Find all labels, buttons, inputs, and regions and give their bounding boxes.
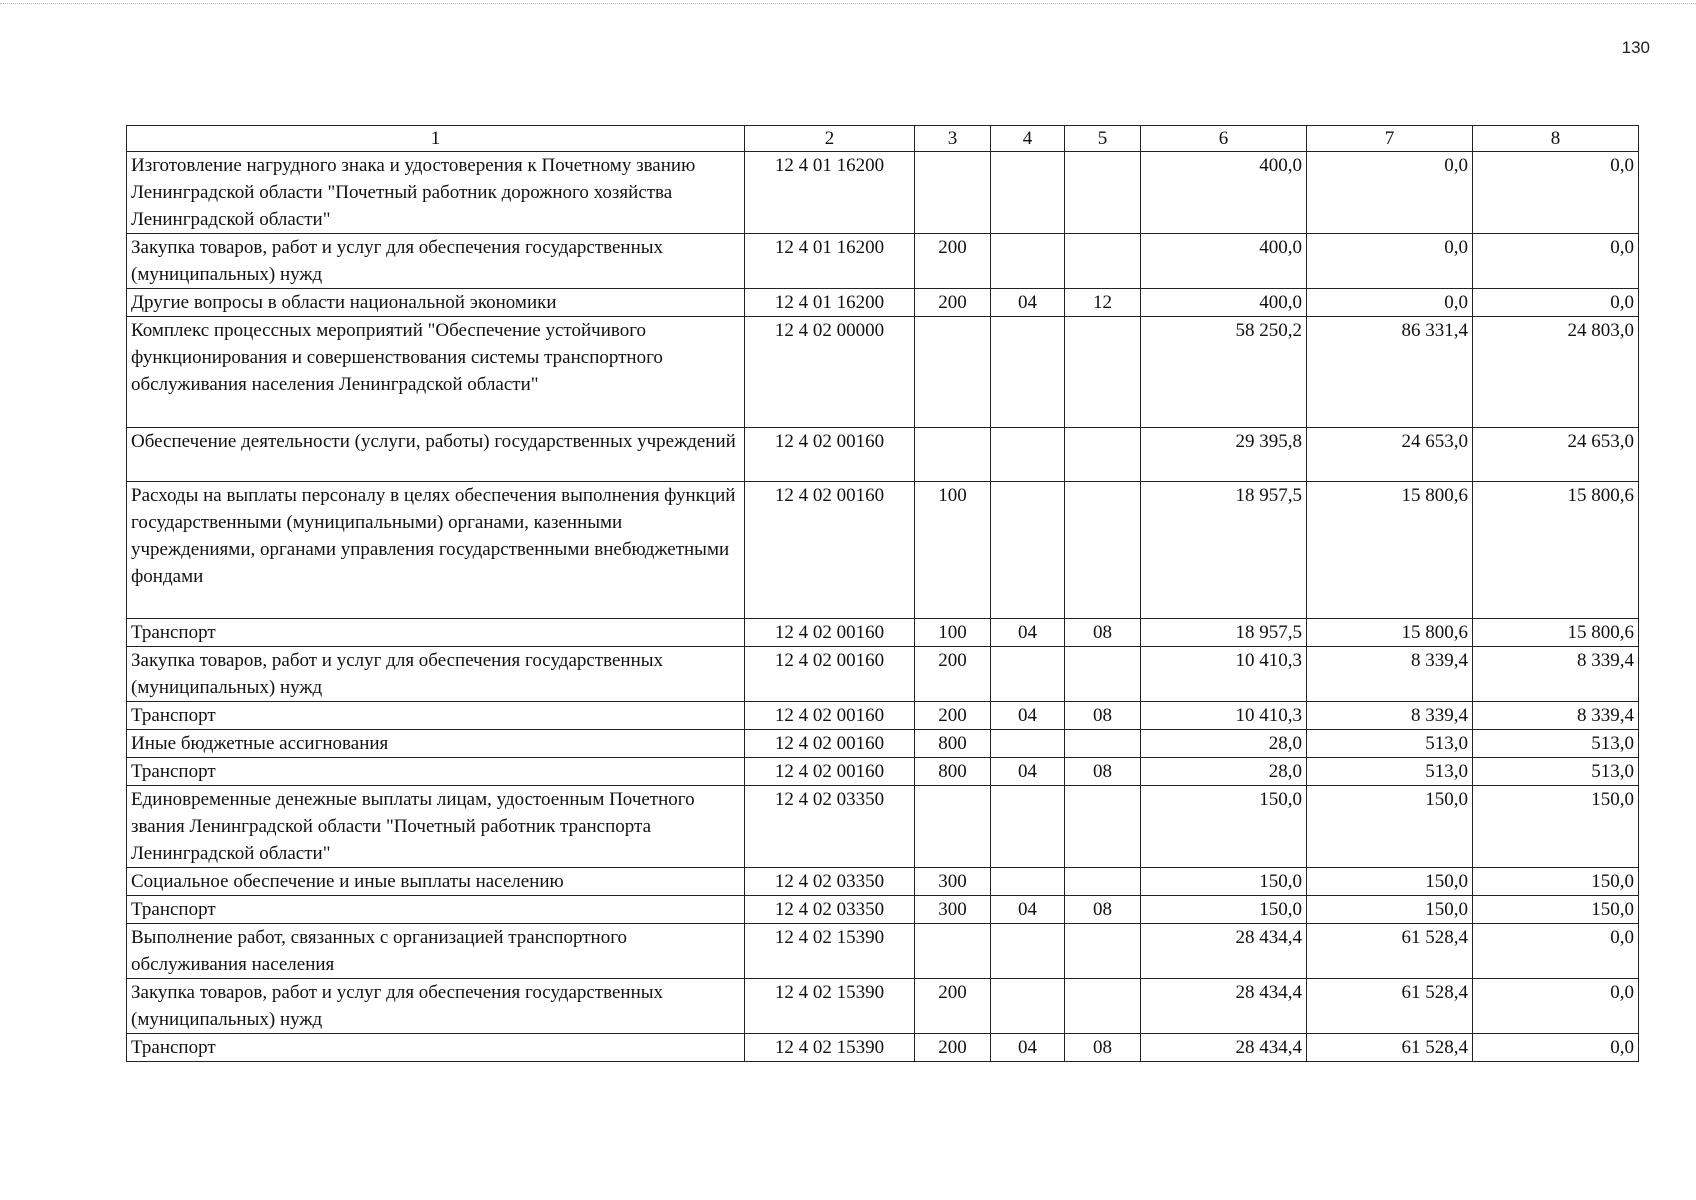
table-row (127, 730, 1639, 758)
row-c3: 800 (915, 730, 991, 758)
row-name: Единовременные денежные выплаты лицам, удостоенным Почетного звания Ленинградской области "Почетный работник транспорта Ленинградской области" (127, 786, 745, 868)
row-c8: 150,0 (1473, 786, 1639, 868)
row-c3 (915, 317, 991, 428)
row-c5: 08 (1065, 1034, 1141, 1062)
row-c5: 12 (1065, 289, 1141, 317)
table-row (127, 234, 1639, 289)
row-c7: 513,0 (1307, 758, 1473, 786)
row-name: Закупка товаров, работ и услуг для обеспечения государственных (муниципальных) нужд (127, 979, 745, 1034)
row-code: 12 4 01 16200 (745, 234, 915, 289)
table-row (127, 619, 1639, 647)
row-c4 (991, 482, 1065, 619)
row-name: Социальное обеспечение и иные выплаты населению (127, 868, 745, 896)
header-cell-1: 1 (127, 126, 745, 152)
table-row (127, 317, 1639, 428)
row-c3: 200 (915, 1034, 991, 1062)
row-c3: 800 (915, 758, 991, 786)
row-c8: 24 653,0 (1473, 428, 1639, 482)
row-c8: 150,0 (1473, 896, 1639, 924)
row-c4: 04 (991, 702, 1065, 730)
row-name: Транспорт (127, 896, 745, 924)
row-c7: 15 800,6 (1307, 482, 1473, 619)
row-c4 (991, 924, 1065, 979)
row-c8: 8 339,4 (1473, 647, 1639, 702)
row-c3: 200 (915, 647, 991, 702)
row-c3: 100 (915, 619, 991, 647)
row-code: 12 4 02 00160 (745, 647, 915, 702)
row-c6: 28 434,4 (1141, 1034, 1307, 1062)
row-code: 12 4 02 03350 (745, 786, 915, 868)
row-c6: 400,0 (1141, 152, 1307, 234)
row-c7: 8 339,4 (1307, 647, 1473, 702)
row-c7: 150,0 (1307, 896, 1473, 924)
row-name: Транспорт (127, 758, 745, 786)
row-code: 12 4 01 16200 (745, 152, 915, 234)
row-code: 12 4 02 00160 (745, 482, 915, 619)
row-c5 (1065, 482, 1141, 619)
row-c3 (915, 152, 991, 234)
row-c4 (991, 234, 1065, 289)
row-name: Обеспечение деятельности (услуги, работы) государственных учреждений (127, 428, 745, 482)
row-c4 (991, 786, 1065, 868)
row-c6: 150,0 (1141, 896, 1307, 924)
table-row (127, 289, 1639, 317)
header-cell-5: 5 (1065, 126, 1141, 152)
row-c3: 300 (915, 896, 991, 924)
row-c6: 10 410,3 (1141, 702, 1307, 730)
row-c7: 150,0 (1307, 786, 1473, 868)
row-c5 (1065, 152, 1141, 234)
row-c4: 04 (991, 289, 1065, 317)
row-name: Расходы на выплаты персоналу в целях обеспечения выполнения функций государственными (муниципальными) органами, казенными учреждениями, органами управления государственными внебюджетными фондами (127, 482, 745, 619)
row-c7: 0,0 (1307, 152, 1473, 234)
row-c5 (1065, 979, 1141, 1034)
header-cell-7: 7 (1307, 126, 1473, 152)
row-code: 12 4 01 16200 (745, 289, 915, 317)
row-c6: 150,0 (1141, 786, 1307, 868)
table-row (127, 868, 1639, 896)
row-code: 12 4 02 15390 (745, 1034, 915, 1062)
row-code: 12 4 02 00160 (745, 730, 915, 758)
row-c4 (991, 979, 1065, 1034)
row-c6: 58 250,2 (1141, 317, 1307, 428)
table-row (127, 896, 1639, 924)
row-c7: 150,0 (1307, 868, 1473, 896)
header-cell-2: 2 (745, 126, 915, 152)
row-c3: 100 (915, 482, 991, 619)
row-name: Комплекс процессных мероприятий "Обеспечение устойчивого функционирования и совершенствования системы транспортного обслуживания населения Ленинградской области" (127, 317, 745, 428)
row-c4: 04 (991, 1034, 1065, 1062)
row-name: Выполнение работ, связанных с организацией транспортного обслуживания населения (127, 924, 745, 979)
table-row (127, 152, 1639, 234)
top-scan-edge (0, 3, 1696, 4)
row-c7: 86 331,4 (1307, 317, 1473, 428)
row-c8: 0,0 (1473, 234, 1639, 289)
row-c6: 400,0 (1141, 289, 1307, 317)
row-c8: 0,0 (1473, 289, 1639, 317)
row-c6: 10 410,3 (1141, 647, 1307, 702)
row-c4 (991, 730, 1065, 758)
row-c6: 18 957,5 (1141, 482, 1307, 619)
row-c6: 150,0 (1141, 868, 1307, 896)
row-c8: 0,0 (1473, 1034, 1639, 1062)
row-c8: 513,0 (1473, 758, 1639, 786)
row-c6: 28 434,4 (1141, 924, 1307, 979)
table-header-row (127, 126, 1639, 152)
header-cell-6: 6 (1141, 126, 1307, 152)
row-c3 (915, 924, 991, 979)
row-c8: 513,0 (1473, 730, 1639, 758)
budget-table (126, 125, 1639, 1062)
row-code: 12 4 02 15390 (745, 979, 915, 1034)
row-c5: 08 (1065, 896, 1141, 924)
row-c3: 300 (915, 868, 991, 896)
row-code: 12 4 02 00160 (745, 702, 915, 730)
row-c5 (1065, 428, 1141, 482)
table-row (127, 1034, 1639, 1062)
row-c7: 61 528,4 (1307, 924, 1473, 979)
header-cell-3: 3 (915, 126, 991, 152)
row-name: Изготовление нагрудного знака и удостоверения к Почетному званию Ленинградской области "Почетный работник дорожного хозяйства Ленинградской области" (127, 152, 745, 234)
row-c6: 28,0 (1141, 758, 1307, 786)
row-c8: 0,0 (1473, 152, 1639, 234)
row-c6: 29 395,8 (1141, 428, 1307, 482)
row-c4: 04 (991, 758, 1065, 786)
row-c5: 08 (1065, 758, 1141, 786)
row-c7: 61 528,4 (1307, 979, 1473, 1034)
row-c7: 24 653,0 (1307, 428, 1473, 482)
row-name: Транспорт (127, 1034, 745, 1062)
row-c5 (1065, 786, 1141, 868)
row-c6: 400,0 (1141, 234, 1307, 289)
row-c4 (991, 868, 1065, 896)
row-c5 (1065, 234, 1141, 289)
row-c7: 15 800,6 (1307, 619, 1473, 647)
row-c6: 28 434,4 (1141, 979, 1307, 1034)
row-c5 (1065, 647, 1141, 702)
row-c5: 08 (1065, 702, 1141, 730)
table-row (127, 979, 1639, 1034)
row-c3: 200 (915, 979, 991, 1034)
table-row (127, 647, 1639, 702)
row-c4 (991, 317, 1065, 428)
row-c5 (1065, 924, 1141, 979)
row-c8: 8 339,4 (1473, 702, 1639, 730)
row-c3: 200 (915, 702, 991, 730)
row-c8: 0,0 (1473, 924, 1639, 979)
row-c6: 28,0 (1141, 730, 1307, 758)
row-c3: 200 (915, 289, 991, 317)
row-c3 (915, 786, 991, 868)
row-c3 (915, 428, 991, 482)
row-c4: 04 (991, 896, 1065, 924)
row-code: 12 4 02 15390 (745, 924, 915, 979)
table-row (127, 702, 1639, 730)
row-code: 12 4 02 00160 (745, 619, 915, 647)
table-row (127, 924, 1639, 979)
row-c5 (1065, 317, 1141, 428)
row-c4 (991, 647, 1065, 702)
row-c7: 8 339,4 (1307, 702, 1473, 730)
row-name: Другие вопросы в области национальной экономики (127, 289, 745, 317)
header-cell-4: 4 (991, 126, 1065, 152)
table-row (127, 428, 1639, 482)
row-c4: 04 (991, 619, 1065, 647)
row-c8: 150,0 (1473, 868, 1639, 896)
row-c3: 200 (915, 234, 991, 289)
row-c7: 513,0 (1307, 730, 1473, 758)
row-c4 (991, 428, 1065, 482)
row-c5 (1065, 730, 1141, 758)
row-name: Иные бюджетные ассигнования (127, 730, 745, 758)
row-c8: 15 800,6 (1473, 482, 1639, 619)
row-c7: 61 528,4 (1307, 1034, 1473, 1062)
page-number: 130 (1621, 38, 1650, 57)
row-c8: 0,0 (1473, 979, 1639, 1034)
row-c5 (1065, 868, 1141, 896)
row-code: 12 4 02 03350 (745, 896, 915, 924)
row-name: Закупка товаров, работ и услуг для обеспечения государственных (муниципальных) нужд (127, 647, 745, 702)
row-name: Транспорт (127, 619, 745, 647)
row-c4 (991, 152, 1065, 234)
row-c8: 24 803,0 (1473, 317, 1639, 428)
table-row (127, 758, 1639, 786)
row-c6: 18 957,5 (1141, 619, 1307, 647)
row-name: Транспорт (127, 702, 745, 730)
row-c7: 0,0 (1307, 234, 1473, 289)
row-name: Закупка товаров, работ и услуг для обеспечения государственных (муниципальных) нужд (127, 234, 745, 289)
row-c5: 08 (1065, 619, 1141, 647)
row-code: 12 4 02 00160 (745, 758, 915, 786)
row-code: 12 4 02 00160 (745, 428, 915, 482)
row-c7: 0,0 (1307, 289, 1473, 317)
table-row (127, 482, 1639, 619)
row-code: 12 4 02 00000 (745, 317, 915, 428)
row-c8: 15 800,6 (1473, 619, 1639, 647)
header-cell-8: 8 (1473, 126, 1639, 152)
row-code: 12 4 02 03350 (745, 868, 915, 896)
table-row (127, 786, 1639, 868)
